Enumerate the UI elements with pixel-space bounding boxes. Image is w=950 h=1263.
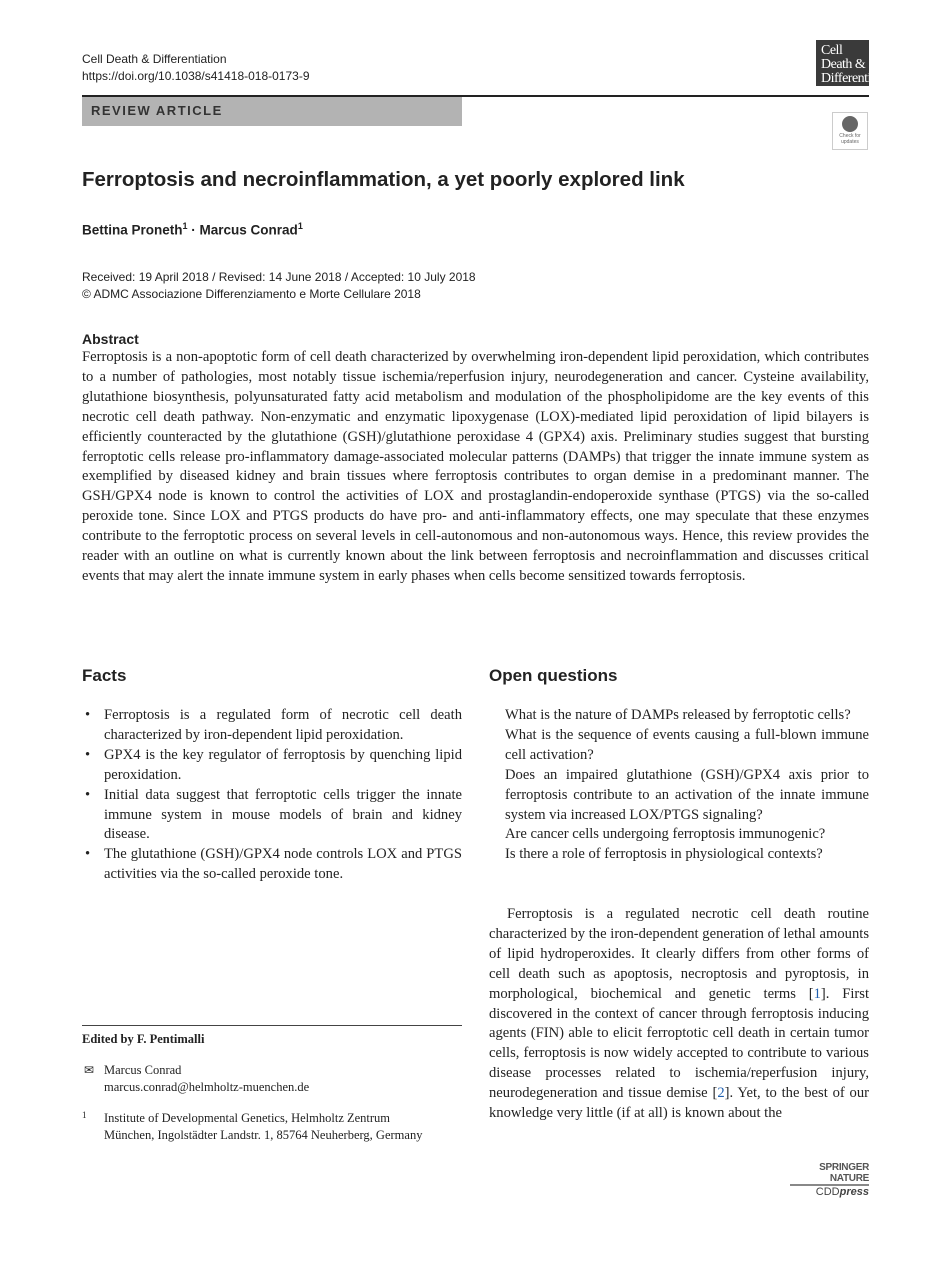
correspondence bbox=[82, 1062, 309, 1096]
facts-heading: Facts bbox=[82, 666, 127, 685]
list-item: • The glutathione (GSH)/GPX4 node controls LOX and PTGS activities via the so-called peroxide tone. bbox=[82, 845, 462, 885]
journal-logo bbox=[816, 40, 897, 86]
open-questions-list bbox=[505, 706, 869, 865]
list-item: Is there a role of ferroptosis in physiological contexts? bbox=[505, 846, 823, 863]
article-dates bbox=[82, 269, 476, 303]
editor-note: Edited by F. Pentimalli bbox=[82, 1032, 205, 1046]
abstract-text: Ferroptosis is a non-apoptotic form of cell death characterized by overwhelming iron-dependent lipid peroxidation, which contributes to a number of pathologies, most notably tissue ischemia/reperfusion injury, neurodegeneration and cancer. Cysteine availability, glutathione biosynthesis, polyunsaturated fatty acid metabolism and modulation of the phospholipidome are the key events of this necrotic cell death pathway. Non-enzymatic and enzymatic lipoxygenase (LOX)-mediated lipid peroxidation of lipid bilayers is efficiently counteracted by the glutathione (GSH)/glutathione peroxidase 4 (GPX4) axis. Preliminary studies suggest that bursting ferroptotic cells release pro-inflammatory damage-associated molecular patterns (DAMPs) that trigger the innate immune system as exemplified by diseased kidney and brain tissues where ferroptosis contributes to organ demise in a predominant manner. The GSH/GPX4 node is known to control the activities of LOX and prostaglandin-endoperoxide synthase (PTGS) via the so-called peroxide tone. Since LOX and PTGS products do have pro- and anti-inflammatory effects, one may speculate that these enzymes contribute to the ferroptotic process on several levels in cell-autonomous and non-autonomous ways. Hence, this review provides the reader with an outline on what is currently known about the link between ferroptosis and necroinflammation and discusses critical events that may alert the innate immune system in early phases when cells become sensitized towards ferroptosis. bbox=[82, 349, 869, 584]
article-type-band bbox=[82, 97, 462, 126]
envelope-icon: ✉ bbox=[84, 1063, 95, 1077]
list-item: What is the sequence of events causing a full-blown immune cell activation? bbox=[505, 726, 869, 763]
authors bbox=[82, 221, 303, 238]
citation-link[interactable]: 2 bbox=[717, 1085, 725, 1102]
journal-header bbox=[82, 51, 310, 85]
facts-list bbox=[82, 706, 462, 885]
history-dates: Received: 19 April 2018 / Revised: 14 June 2018 / Accepted: 10 July 2018 bbox=[82, 270, 476, 284]
footnote-rule bbox=[82, 1025, 462, 1026]
logo-line-1: Cell Death & bbox=[821, 43, 866, 72]
article-title: Ferroptosis and necroinflammation, a yet poorly explored link bbox=[82, 168, 685, 191]
affiliation-line: München, Ingolstädter Landstr. 1, 85764 Neuherberg, Germany bbox=[104, 1128, 423, 1142]
abstract-heading: Abstract bbox=[82, 331, 139, 347]
list-item: • GPX4 is the key regulator of ferroptosis by quenching lipid peroxidation. bbox=[82, 746, 462, 786]
copyright: © ADMC Associazione Differenziamento e Morte Cellulare 2018 bbox=[82, 287, 421, 301]
publisher-name: SPRINGER NATURE bbox=[790, 1162, 869, 1186]
list-item: Are cancer cells undergoing ferroptosis immunogenic? bbox=[505, 826, 826, 843]
author-name[interactable]: Bettina Proneth bbox=[82, 222, 183, 238]
check-updates-icon bbox=[842, 116, 858, 132]
author-name[interactable]: Marcus Conrad bbox=[199, 222, 298, 238]
check-for-updates-badge[interactable] bbox=[832, 112, 868, 150]
press-suffix: press bbox=[839, 1186, 869, 1198]
article-type: REVIEW ARTICLE bbox=[91, 103, 223, 118]
author-affiliation-sup: 1 bbox=[182, 221, 188, 231]
corr-email[interactable]: marcus.conrad@helmholtz-muenchen.de bbox=[104, 1080, 310, 1094]
publisher-logo bbox=[790, 1162, 869, 1198]
open-questions-heading: Open questions bbox=[489, 666, 618, 685]
affiliation-line: Institute of Developmental Genetics, Helmholtz Zentrum bbox=[104, 1111, 391, 1125]
affiliation bbox=[82, 1110, 422, 1144]
body-text: ]. First discovered in the context of cancer through ferroptosis inducing agents (FIN) able to elicit ferroptotic cell death in certain tumor cells, ferroptosis is now widely accepted to contribute to various disease processes related to ischemia/reperfusion injury, neurodegeneration and tissue demise [ bbox=[489, 985, 870, 1102]
author-separator: · bbox=[187, 222, 200, 238]
journal-name: Cell Death & Differentiation bbox=[82, 52, 227, 66]
affiliation-number: 1 bbox=[82, 1110, 87, 1120]
list-item: • Initial data suggest that ferroptotic cells trigger the innate immune system in mouse models of brain and kidney disease. bbox=[82, 786, 462, 846]
list-item: • Ferroptosis is a regulated form of necrotic cell death characterized by iron-dependent lipid peroxidation. bbox=[82, 706, 462, 746]
author-affiliation-sup: 1 bbox=[297, 221, 303, 231]
logo-line-2: Differentiation bbox=[821, 71, 897, 86]
body-text: Ferroptosis is a regulated necrotic cell death routine characterized by the iron-dependent generation of lethal amounts of lipid hydroperoxides. It clearly differs from other forms of cell death such as apoptosis, necroptosis and pyroptosis, in morphological, biochemical and genetic terms [ bbox=[489, 906, 869, 1002]
citation-link[interactable]: 1 bbox=[813, 985, 821, 1002]
list-item: Does an impaired glutathione (GSH)/GPX4 axis prior to ferroptosis contribute to an activation of the innate immune system via increased LOX/PTGS signaling? bbox=[505, 766, 869, 823]
list-item: What is the nature of DAMPs released by ferroptotic cells? bbox=[505, 707, 851, 723]
doi-link[interactable]: https://doi.org/10.1038/s41418-018-0173-9 bbox=[82, 69, 310, 83]
body-text: ]. Yet, to the best of our knowledge very little (if at all) is known about the bbox=[489, 1085, 869, 1122]
press-name: CDD bbox=[815, 1186, 840, 1198]
check-updates-label: Check for updates bbox=[839, 133, 861, 145]
corr-name: Marcus Conrad bbox=[104, 1063, 182, 1077]
body-paragraph bbox=[489, 905, 869, 1124]
